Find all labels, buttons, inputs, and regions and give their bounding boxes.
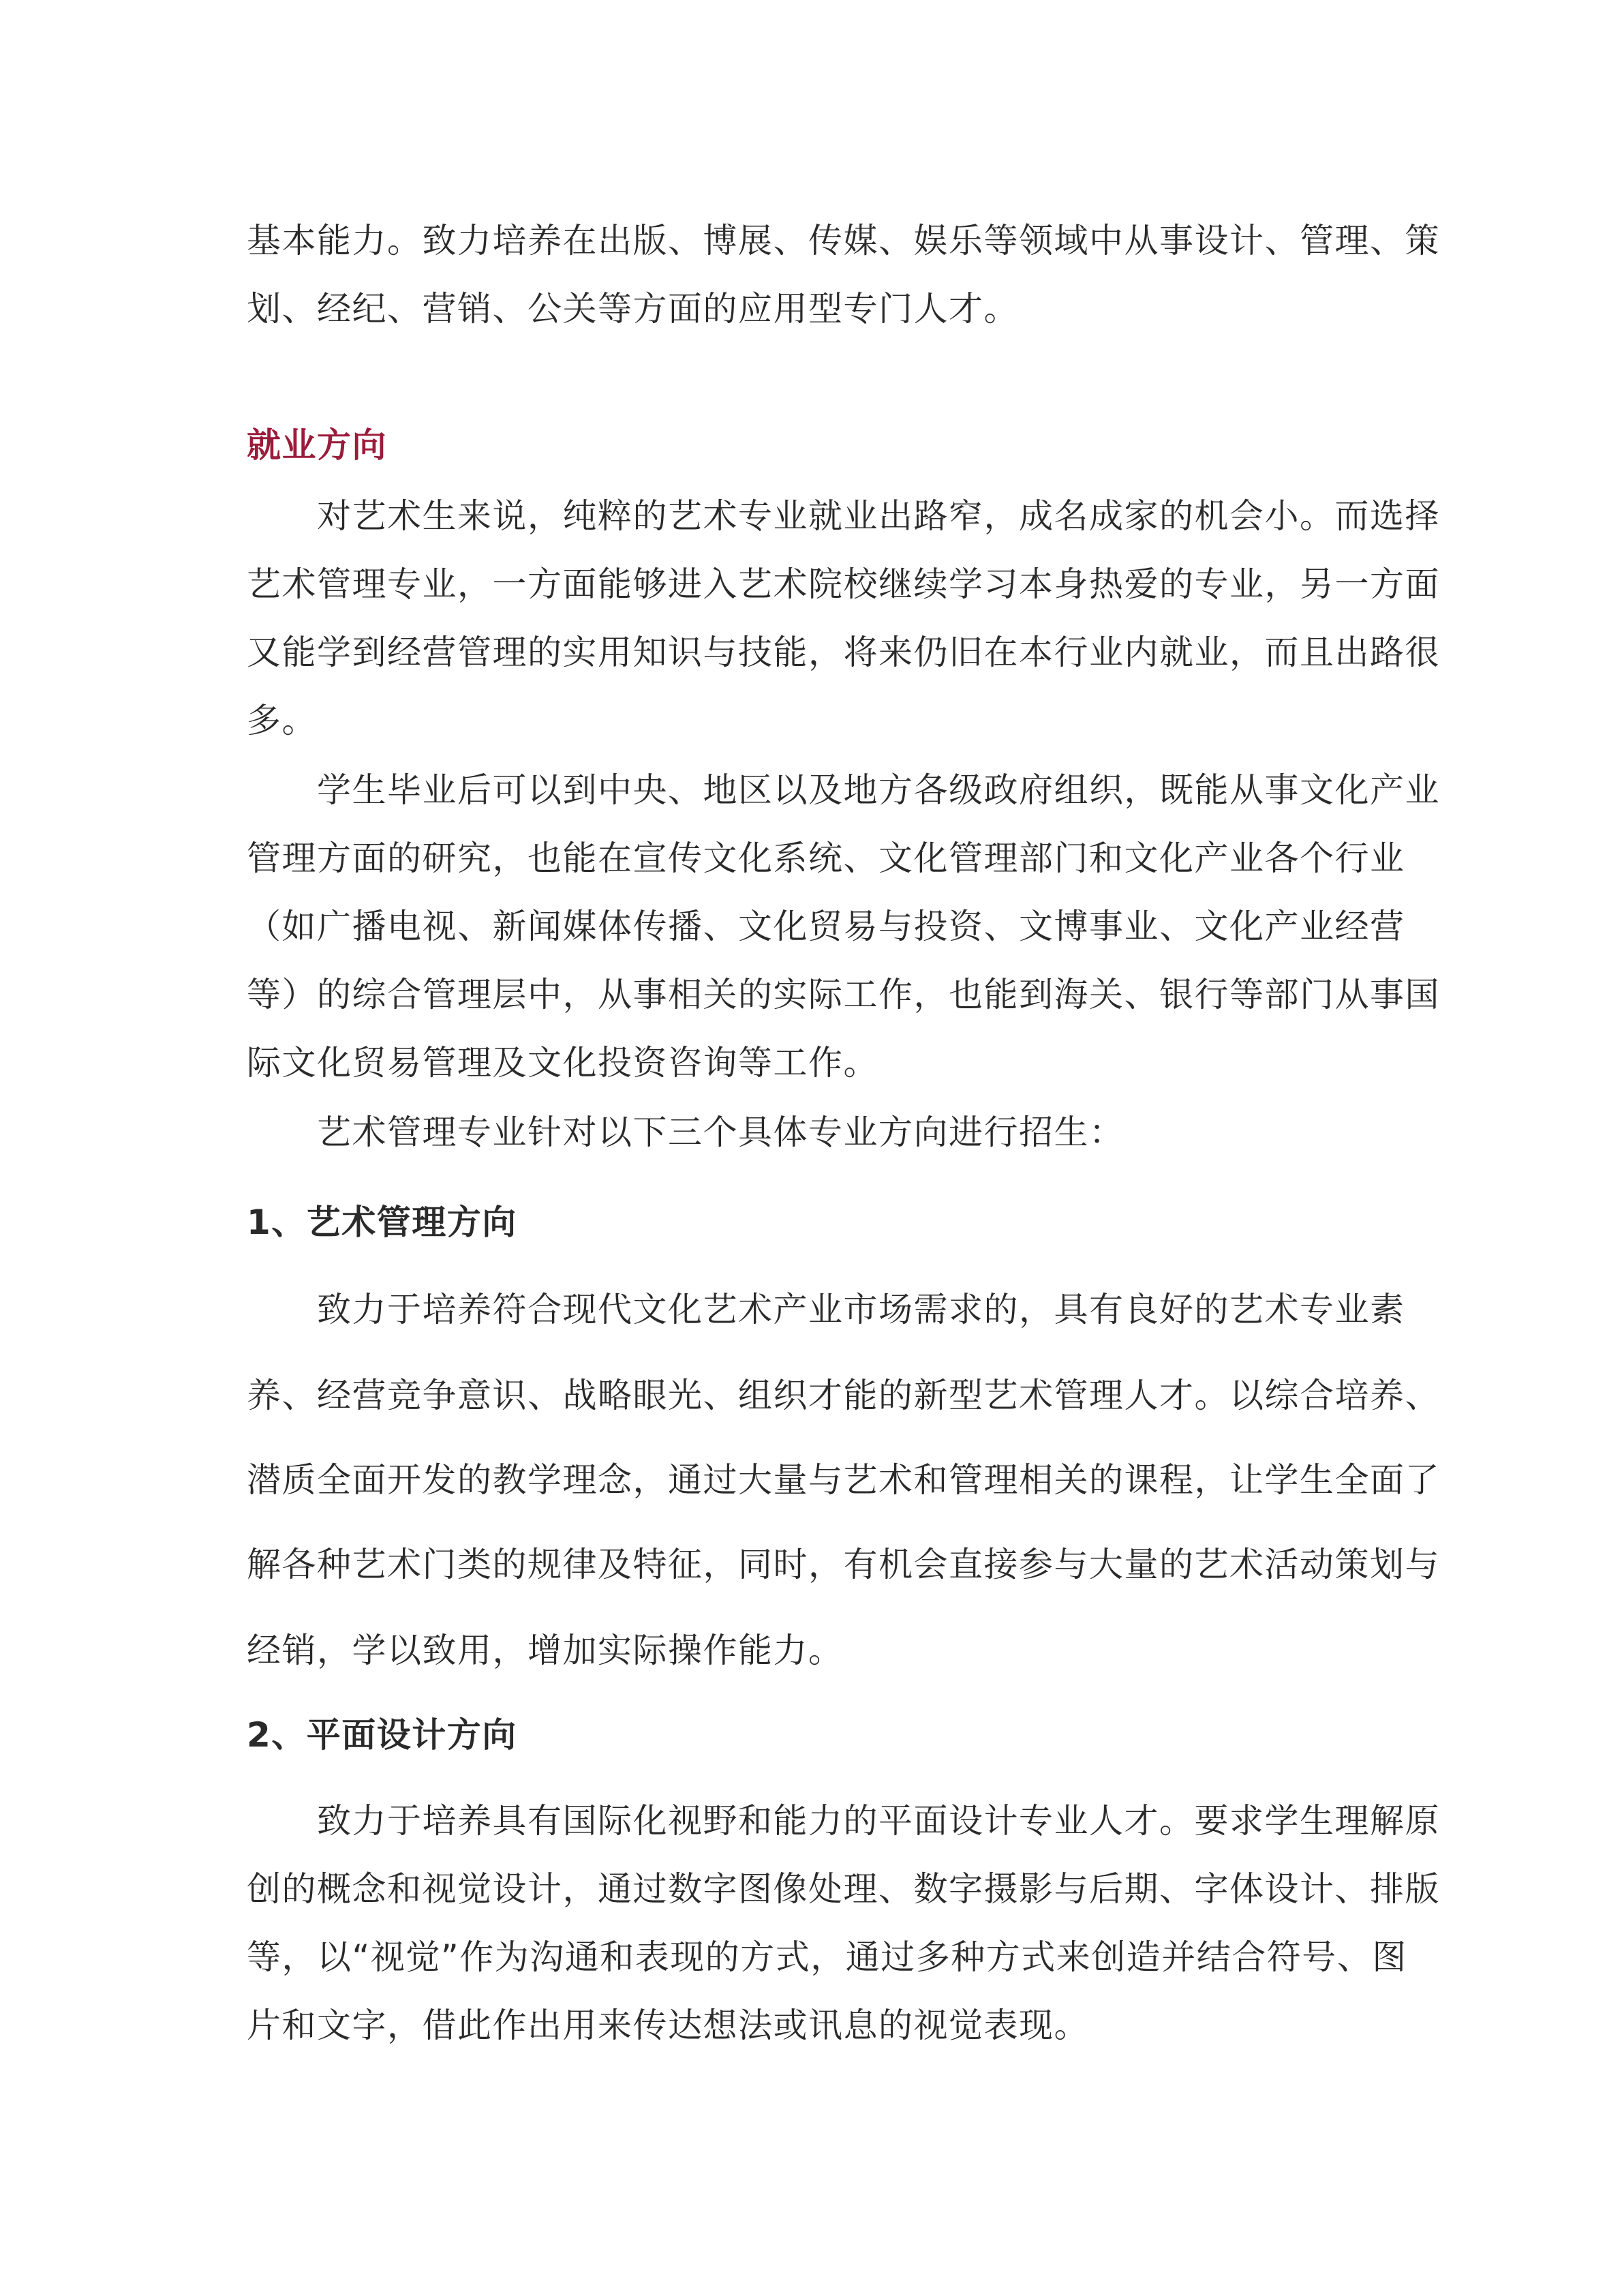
employment-p3-line: 艺术管理专业针对以下三个具体专业方向进行招生： [247, 1113, 1124, 1152]
direction1-line-5: 经销，学以致用，增加实际操作能力。 [247, 1631, 844, 1670]
employment-p1-line-1: 对艺术生来说，纯粹的艺术专业就业出路窄，成名成家的机会小。而选择 [247, 496, 1440, 536]
employment-p1-line-2: 艺术管理专业，一方面能够进入艺术院校继续学习本身热爱的专业，另一方面 [247, 564, 1440, 604]
employment-p1-line-4: 多。 [247, 701, 317, 740]
employment-heading: 就业方向 [247, 425, 387, 465]
direction2-line-4: 片和文字，借此作出用来传达想法或讯息的视觉表现。 [247, 2006, 1089, 2045]
employment-p2-line-2: 管理方面的研究，也能在宣传文化系统、文化管理部门和文化产业各个行业 [247, 839, 1405, 878]
direction1-heading: 1、艺术管理方向 [247, 1203, 517, 1242]
employment-p2-line-1: 学生毕业后可以到中央、地区以及地方各级政府组织，既能从事文化产业 [247, 770, 1440, 810]
direction1-line-4: 解各种艺术门类的规律及特征，同时，有机会直接参与大量的艺术活动策划与 [247, 1545, 1440, 1584]
employment-p1-line-3: 又能学到经营管理的实用知识与技能，将来仍旧在本行业内就业，而且出路很 [247, 633, 1440, 672]
employment-p2-line-5: 际文化贸易管理及文化投资咨询等工作。 [247, 1043, 878, 1083]
direction2-heading: 2、平面设计方向 [247, 1715, 517, 1755]
intro-line-1: 基本能力。致力培养在出版、博展、传媒、娱乐等领域中从事设计、管理、策 [247, 221, 1440, 260]
direction1-line-1: 致力于培养符合现代文化艺术产业市场需求的，具有良好的艺术专业素 [247, 1290, 1405, 1329]
employment-p2-line-4: 等）的综合管理层中，从事相关的实际工作，也能到海关、银行等部门从事国 [247, 975, 1440, 1014]
direction1-line-3: 潜质全面开发的教学理念，通过大量与艺术和管理相关的课程，让学生全面了 [247, 1460, 1440, 1500]
direction2-line-3: 等，以“视觉”作为沟通和表现的方式，通过多种方式来创造并结合符号、图 [247, 1937, 1407, 1977]
direction1-line-2: 养、经营竞争意识、战略眼光、组织才能的新型艺术管理人才。以综合培养、 [247, 1376, 1440, 1415]
employment-p2-line-3: （如广播电视、新闻媒体传播、文化贸易与投资、文博事业、文化产业经营 [247, 907, 1405, 946]
direction2-line-1: 致力于培养具有国际化视野和能力的平面设计专业人才。要求学生理解原 [247, 1801, 1440, 1841]
direction2-line-2: 创的概念和视觉设计，通过数字图像处理、数字摄影与后期、字体设计、排版 [247, 1869, 1440, 1909]
intro-line-2: 划、经纪、营销、公关等方面的应用型专门人才。 [247, 289, 1019, 329]
